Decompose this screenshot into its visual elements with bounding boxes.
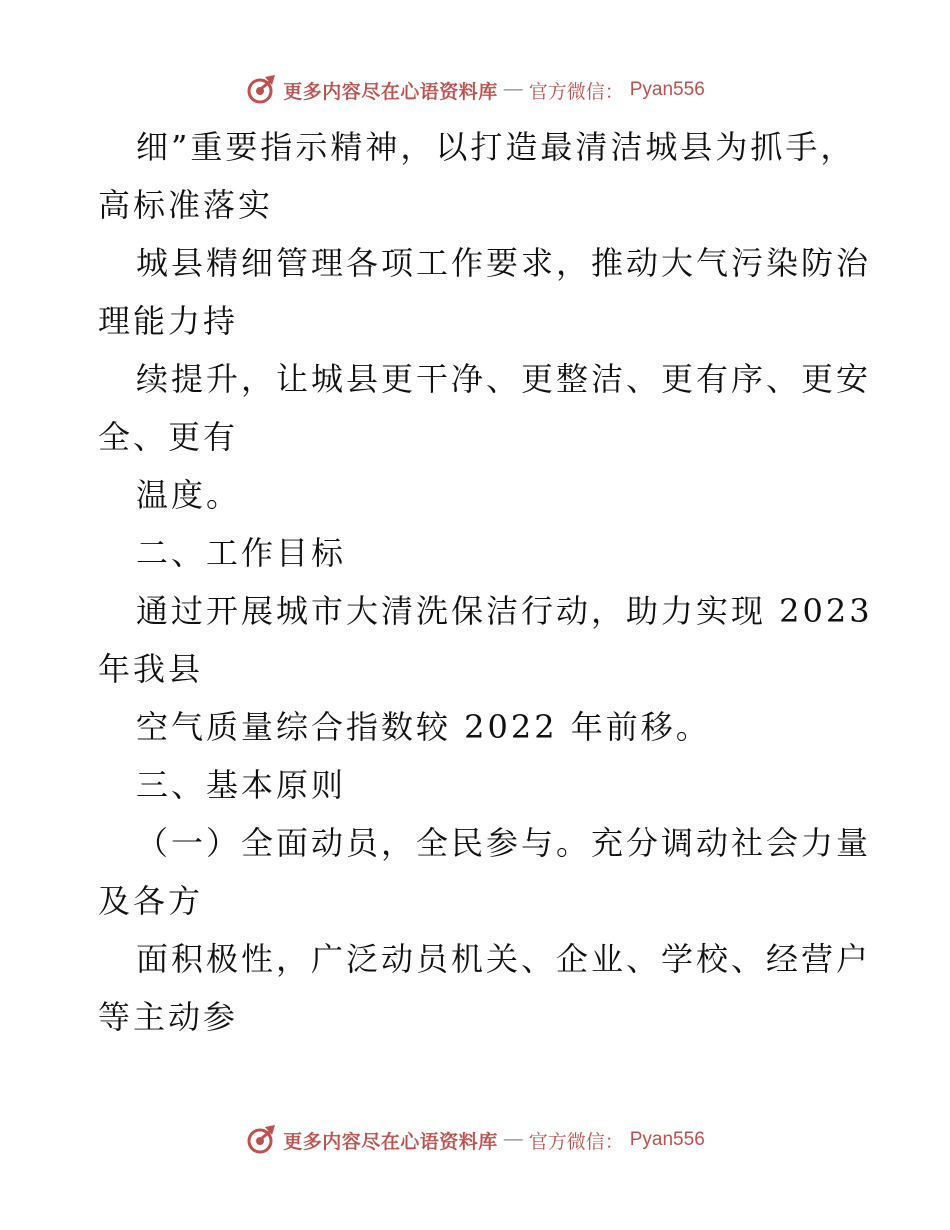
footer-banner-wechat-label: 官方微信： xyxy=(528,1130,624,1153)
document-body xyxy=(98,118,873,1046)
text-line: 通过开展城市大清洗保洁行动，助力实现 2023 xyxy=(136,592,873,630)
section-heading-principles: 三、基本原则 xyxy=(136,766,347,804)
text-line: 理能力持 xyxy=(98,302,239,340)
section-heading-goals: 二、工作目标 xyxy=(136,534,347,572)
text-line: 全、更有 xyxy=(98,418,239,456)
pen-logo-icon xyxy=(245,74,277,106)
header-banner xyxy=(245,74,705,106)
text-line: 空气质量综合指数较 2022 年前移。 xyxy=(136,708,711,746)
pen-logo-icon xyxy=(245,1124,277,1156)
text-line: 续提升，让城县更干净、更整洁、更有序、更安 xyxy=(136,360,872,398)
text-line: 高标准落实 xyxy=(98,186,274,224)
text-line: 细”重要指示精神，以打造最清洁城县为抓手， xyxy=(136,128,856,166)
text-line: 等主动参 xyxy=(98,998,239,1036)
header-banner-title: 更多内容尽在心语资料库 xyxy=(283,80,498,103)
text-line: 城县精细管理各项工作要求，推动大气污染防治 xyxy=(136,244,872,282)
text-line: 温度。 xyxy=(136,476,242,514)
header-banner-dash: — xyxy=(503,79,523,100)
text-line: 年我县 xyxy=(98,650,204,688)
text-line: 面积极性，广泛动员机关、企业、学校、经营户 xyxy=(136,940,872,978)
footer-banner xyxy=(245,1124,705,1156)
page-footer xyxy=(0,1120,950,1160)
header-banner-wechat-label: 官方微信： xyxy=(528,80,624,103)
page-header xyxy=(0,70,950,110)
footer-banner-dash: — xyxy=(503,1129,523,1150)
text-line: 及各方 xyxy=(98,882,204,920)
header-banner-wechat-id: Pyan556 xyxy=(629,79,705,100)
footer-banner-title: 更多内容尽在心语资料库 xyxy=(283,1130,498,1153)
footer-banner-wechat-id: Pyan556 xyxy=(629,1129,705,1150)
text-line: （一）全面动员，全民参与。充分调动社会力量 xyxy=(136,824,872,862)
